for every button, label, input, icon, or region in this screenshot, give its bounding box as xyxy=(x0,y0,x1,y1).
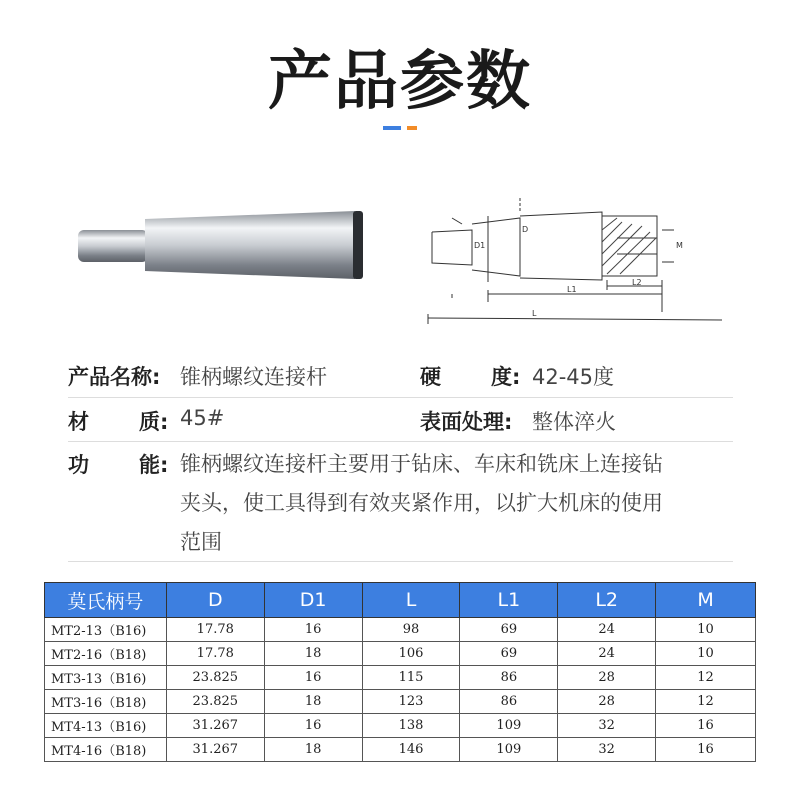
table-cell: 16 xyxy=(264,714,362,738)
table-cell: 115 xyxy=(362,666,460,690)
table-cell: 16 xyxy=(656,738,756,762)
title-underline xyxy=(383,126,417,130)
table-cell: 18 xyxy=(264,642,362,666)
table-row xyxy=(45,690,756,714)
page-title: 产品参数 xyxy=(268,45,532,119)
label-D: D xyxy=(522,225,529,234)
table-cell: 10 xyxy=(656,618,756,642)
table-header-cell: L1 xyxy=(460,583,558,618)
material-value: 45# xyxy=(180,406,225,430)
table-cell: 69 xyxy=(460,618,558,642)
function-value: 锥柄螺纹连接杆主要用于钻床、车床和铣床上连接钻夹头，使工具得到有效夹紧作用，以扩大机床的使用范围 xyxy=(180,452,663,554)
table-cell: 16 xyxy=(656,714,756,738)
table-cell: 12 xyxy=(656,666,756,690)
table-header-cell: L2 xyxy=(558,583,656,618)
label-D1: D1 xyxy=(474,241,486,250)
table-header-cell: L xyxy=(362,583,460,618)
table-cell: 18 xyxy=(264,738,362,762)
name-value: 锥柄螺纹连接杆 xyxy=(180,365,327,389)
spec-row-name xyxy=(68,353,733,398)
table-cell: 31.267 xyxy=(166,738,264,762)
table-row xyxy=(45,618,756,642)
table-cell: 123 xyxy=(362,690,460,714)
table-cell: 31.267 xyxy=(166,714,264,738)
table-cell-model: MT3-13（B16) xyxy=(45,666,167,690)
table-header-row xyxy=(45,583,756,618)
table-cell: 109 xyxy=(460,714,558,738)
table-cell-model: MT2-16（B18) xyxy=(45,642,167,666)
table-cell: 16 xyxy=(264,666,362,690)
material-label-1: 材 xyxy=(68,410,89,434)
table-row xyxy=(45,666,756,690)
table-cell: 28 xyxy=(558,666,656,690)
table-cell: 24 xyxy=(558,618,656,642)
table-row xyxy=(45,738,756,762)
table-cell: 32 xyxy=(558,738,656,762)
hardness-label-1: 硬 xyxy=(420,365,441,389)
table-header-cell: M xyxy=(656,583,756,618)
table-row xyxy=(45,642,756,666)
table-cell: 109 xyxy=(460,738,558,762)
table-cell: 28 xyxy=(558,690,656,714)
table-cell: 106 xyxy=(362,642,460,666)
product-image xyxy=(75,205,375,285)
hardness-label-2: 度: xyxy=(491,365,521,389)
table-cell: 10 xyxy=(656,642,756,666)
function-label-2: 能: xyxy=(139,453,169,477)
table-cell: 146 xyxy=(362,738,460,762)
table-cell: 138 xyxy=(362,714,460,738)
table-header-cell: D xyxy=(166,583,264,618)
spec-row-function xyxy=(68,441,733,562)
label-L1: L1 xyxy=(567,285,577,294)
hardness-value: 42-45度 xyxy=(532,365,615,389)
table-cell: 32 xyxy=(558,714,656,738)
technical-drawing xyxy=(422,190,727,330)
table-cell: 98 xyxy=(362,618,460,642)
table-cell-model: MT2-13（B16) xyxy=(45,618,167,642)
table-cell: 23.825 xyxy=(166,690,264,714)
material-label-2: 质: xyxy=(139,410,169,434)
label-L: L xyxy=(532,309,537,318)
table-cell: 86 xyxy=(460,666,558,690)
table-header-cell: 莫氏柄号 xyxy=(45,583,167,618)
table-cell: 18 xyxy=(264,690,362,714)
table-cell: 16 xyxy=(264,618,362,642)
table-cell: 24 xyxy=(558,642,656,666)
name-label: 产品名称: xyxy=(68,365,161,389)
table-cell-model: MT4-13（B16) xyxy=(45,714,167,738)
table-cell: 17.78 xyxy=(166,642,264,666)
surface-label: 表面处理: xyxy=(420,410,513,434)
table-header-cell: D1 xyxy=(264,583,362,618)
spec-table xyxy=(44,582,756,762)
surface-value: 整体淬火 xyxy=(532,410,616,434)
table-row xyxy=(45,714,756,738)
function-label-1: 功 xyxy=(68,453,89,477)
label-L2: L2 xyxy=(632,278,642,287)
table-cell: 12 xyxy=(656,690,756,714)
table-cell: 86 xyxy=(460,690,558,714)
table-cell: 17.78 xyxy=(166,618,264,642)
table-cell: 69 xyxy=(460,642,558,666)
table-cell-model: MT4-16（B18) xyxy=(45,738,167,762)
label-M: M xyxy=(676,241,683,250)
table-cell-model: MT3-16（B18) xyxy=(45,690,167,714)
spec-row-material xyxy=(68,397,733,442)
table-cell: 23.825 xyxy=(166,666,264,690)
